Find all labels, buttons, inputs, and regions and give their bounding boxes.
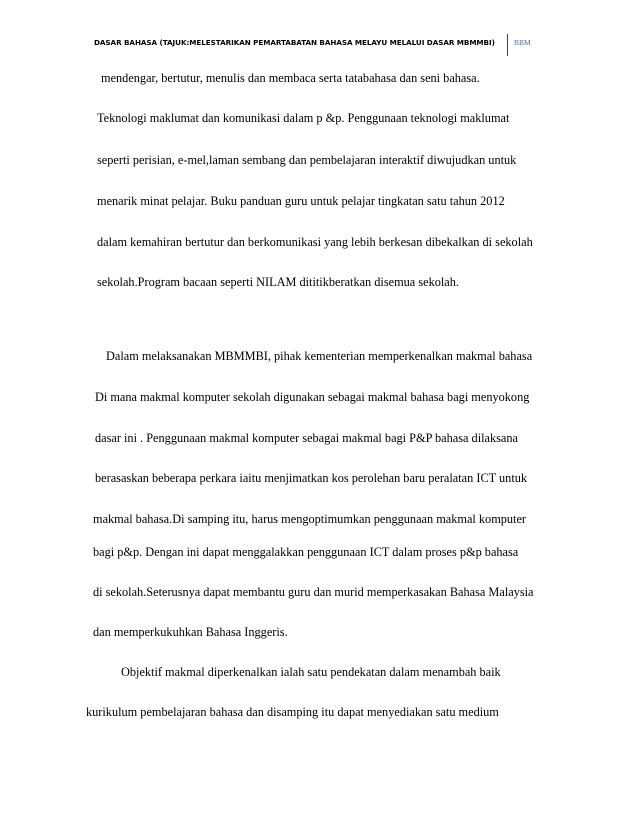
header-title: DASAR BAHASA (TAJUK:MELESTARIKAN PEMARTABATAN BAHASA MELAYU MELALUI DASAR MBMMBI)	[94, 38, 495, 47]
text-line: di sekolah.Seterusnya dapat membantu guru dan murid memperkasakan Bahasa Malaysia	[93, 585, 534, 599]
text-line: mendengar, bertutur, menulis dan membaca serta tatabahasa dan seni bahasa.	[101, 71, 480, 85]
text-line: dan memperkukuhkan Bahasa Inggeris.	[93, 625, 288, 639]
text-line: Objektif makmal diperkenalkan ialah satu pendekatan dalam menambah baik	[121, 665, 501, 679]
text-line: makmal bahasa.Di samping itu, harus mengoptimumkan penggunaan makmal komputer	[93, 512, 527, 526]
page-header	[94, 34, 544, 56]
text-line: sekolah.Program bacaan seperti NILAM dititikberatkan disemua sekolah.	[97, 275, 459, 289]
text-line: kurikulum pembelajaran bahasa dan disamping itu dapat menyediakan satu medium	[86, 705, 499, 719]
text-line: menarik minat pelajar. Buku panduan guru untuk pelajar tingkatan satu tahun 2012	[97, 194, 505, 208]
text-line: seperti perisian, e-mel,laman sembang dan pembelajaran interaktif diwujudkan untuk	[97, 153, 517, 167]
text-line: dasar ini . Penggunaan makmal komputer sebagai makmal bagi P&P bahasa dilaksana	[95, 431, 518, 445]
header-divider	[507, 34, 508, 56]
text-line: dalam kemahiran bertutur dan berkomunikasi yang lebih berkesan dibekalkan di sekolah	[97, 235, 533, 249]
text-line: Dalam melaksanakan MBMMBI, pihak kementerian memperkenalkan makmal bahasa	[106, 349, 533, 363]
text-line: Teknologi maklumat dan komunikasi dalam p &p. Penggunaan teknologi maklumat	[97, 111, 510, 125]
text-line: bagi p&p. Dengan ini dapat menggalakkan penggunaan ICT dalam proses p&p bahasa	[93, 545, 519, 559]
text-line: Di mana makmal komputer sekolah digunakan sebagai makmal bahasa bagi menyokong	[95, 390, 530, 404]
text-line: berasaskan beberapa perkara iaitu menjimatkan kos perolehan baru peralatan ICT untuk	[95, 471, 528, 485]
header-tag: BBM	[514, 38, 531, 47]
